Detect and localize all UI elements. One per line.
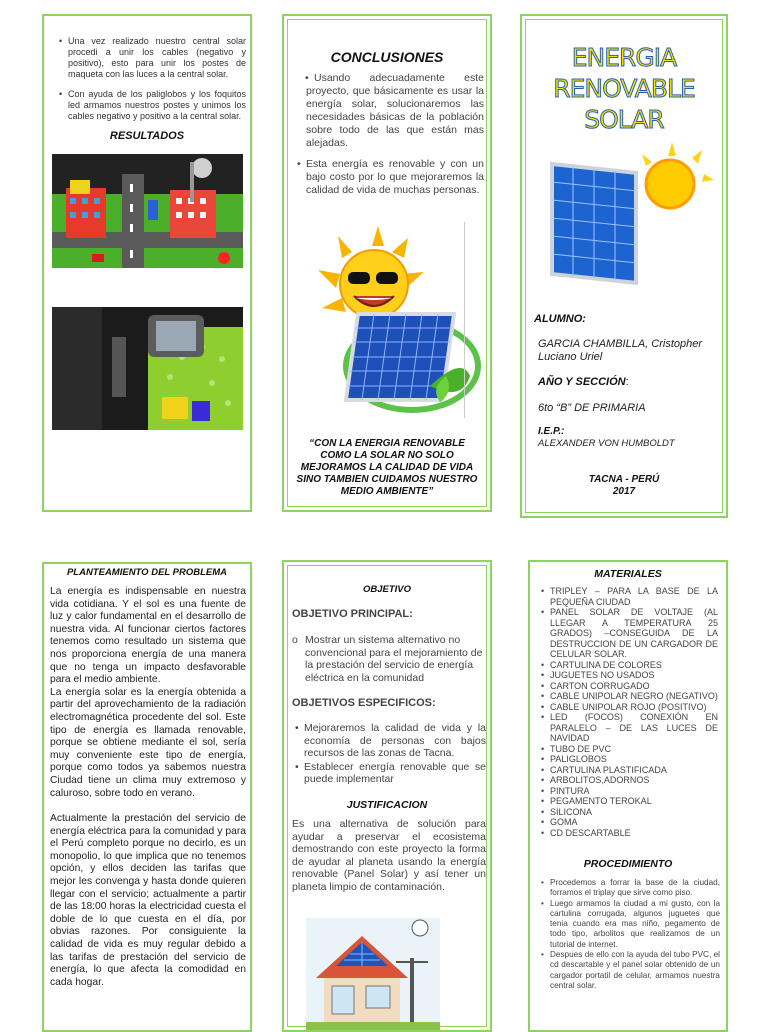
list-item: • ARBOLITOS,ADORNOS	[550, 775, 718, 786]
justificacion-text: Es una alternativa de solución para ayudar a preservar el ecosistema demostrando con este proyecto la forma de ayudar al planeta usando la energía renovable (Panel Solar) y así tener un planeta limpio de contaminación.	[292, 818, 486, 893]
cover-title	[522, 42, 726, 135]
procedimiento-heading: PROCEDIMIENTO	[583, 858, 673, 870]
list-item: • CABLE UNIPOLAR ROJO (POSITIVO)	[550, 702, 718, 713]
list-item: • JUGUETES NO USADOS	[550, 670, 718, 681]
iep-value: ALEXANDER VON HUMBOLDT	[538, 438, 675, 449]
seccion-colon: :	[625, 376, 629, 388]
list-item: • Esta energía es renovable y con un bajo costo por lo que mejoraremos la calidad de vida de muchas personas.	[306, 158, 484, 197]
list-item: • PEGAMENTO TEROKAL	[550, 796, 718, 807]
list-item: • GOMA	[550, 817, 718, 828]
list-item: • PINTURA	[550, 786, 718, 797]
list-item: • Una vez realizado nuestro central solar procedi a unir los cables (negativo y positivo), esto para unir los postes de maqueta con las luces a la central solar.	[68, 36, 246, 80]
objetivo-heading: OBJETIVO	[362, 584, 412, 595]
place-line: TACNA - PERÚ	[588, 474, 660, 485]
list-item: • CABLE UNIPOLAR NEGRO (NEGATIVO)	[550, 691, 718, 702]
seccion-label-text: AÑO Y SECCIÓN	[538, 376, 626, 388]
seccion-value: 6to “B” DE PRIMARIA	[538, 402, 646, 414]
list-item: • CARTULINA PLASTIFICADA	[550, 765, 718, 776]
list-item: • LED (FOCOS) CONEXIÓN EN PARALELO – DE LAS LUCES DE NAVIDAD	[550, 712, 718, 744]
materiales-heading: MATERIALES	[594, 568, 662, 580]
list-item: • PALIGLOBOS	[550, 754, 718, 765]
objetivo-principal	[292, 634, 486, 684]
list-item: • Usando adecuadamente este proyecto, que básicamente es usar la energía solar, solucionaremos las necesidades básicas de la población sobre todo de las que están mas alejadas.	[306, 72, 484, 150]
list-item: • CD DESCARTABLE	[550, 828, 718, 839]
list-item: • Mejoraremos la calidad de vida y la economía de personas con bajos recursos de las zonas de Tacna.	[304, 722, 486, 760]
materiales-list	[550, 586, 718, 838]
iep-label: I.E.P.:	[538, 426, 565, 437]
list-item: • CARTULINA DE COLORES	[550, 660, 718, 671]
list-item: • Luego armamos la ciudad a mi gusto, con la cartulina corrugada, algunos juguetes que tenia cuando era mas niño, pegamento de todo tipo, arbolitos que realizamos de un tutorial de internet.	[550, 899, 720, 950]
problem-paragraph-2: La energía solar es la energía obtenida a partir del aprovechamiento de la radiación electromagnética procedente del sol. Este tipo de energía es llamada renovable, porque se obtiene mediante el sol, sería muy conveniente este tipo de energía, porque como todos ya sabemos nuestra Ciudad tiene un clima muy extremoso y caluroso, sobre todo en verano.	[50, 686, 246, 799]
solar-house-illustration	[306, 918, 440, 1030]
cover-title-line2: SOLAR	[584, 105, 664, 134]
list-item: • Establecer energía renovable que se puede implementar	[304, 761, 486, 786]
panel-objectives	[282, 560, 492, 1032]
procedimiento-list	[550, 878, 720, 991]
objetivo-principal-text: Mostrar un sistema alternativo no convencional para el mejoramiento de la prestación del servicio de energía eléctrica en la comunidad	[305, 634, 483, 684]
list-item: • CARTON CORRUGADO	[550, 681, 718, 692]
objetivo-principal-heading: OBJETIVO PRINCIPAL:	[292, 608, 413, 620]
panel-cover	[520, 14, 728, 518]
resultados-heading: RESULTADOS	[109, 130, 185, 142]
panel-problem	[42, 562, 252, 1032]
list-item: • Procedemos a forrar la base de la ciudad, forramos el triplay que sirve como piso.	[550, 878, 720, 899]
problem-paragraph-1: La energía es indispensable en nuestra vida cotidiana. Y el sol es una fuente de luz y calor fundamental en el desarrollo de nuestra vida. Al funcionar ciertos factores tenemos como resultado un sistema que nos proporciona energía de una manera que no tenga un impacto desfavorable para el medio ambiente.	[50, 586, 246, 686]
list-item: • Despues de ello con la ayuda del tubo PVC, el cd descartable y el panel solar obtenido de un cargador portatil de celular, armamos nuestra central solar.	[550, 950, 720, 991]
alumno-name: GARCIA CHAMBILLA, Cristopher Luciano Uriel	[538, 338, 703, 363]
list-item: • Con ayuda de los paliglobos y los foquitos led armamos nuestros postes y unimos los cables negativo y positivo a la central solar.	[68, 89, 246, 122]
panel-results	[42, 14, 252, 512]
sun-panel-cartoon	[312, 226, 482, 416]
list-item: • TUBO DE PVC	[550, 744, 718, 755]
list-item: • PANEL SOLAR DE VOLTAJE (AL LLEGAR A TEMPERATURA 25 GRADOS) –CONSEGUIDA DE LA DESTRUCCION DE UN CARGADOR DE CELULAR SOLAR.	[550, 607, 718, 660]
list-item: • SILICONA	[550, 807, 718, 818]
problem-paragraph-3: Actualmente la prestación del servicio de energía eléctrica para la comunidad y para el Perú completo porque no decirlo, es un monopolio, lo que implica que no tenemos opción, y ellos deciden las tarifas que mejor les convenga y hasta donde quieren llegar con el servicio; actualmente a partir de las 18:00 horas la electricidad cuesta el doble de lo que cuesta en el día, por obvias razones. Por consiguiente la calidad de vida es muy regular debido a las tarifas de prestación del servicio de energía, lo que afecta la comodidad en cada hogar.	[50, 813, 246, 988]
year-line: 2017	[612, 486, 636, 497]
solar-central-photo	[52, 307, 243, 430]
panel-materials	[528, 560, 728, 1032]
solar-panel-illustration	[542, 142, 722, 292]
problem-text	[50, 586, 246, 989]
conclusions-bullets	[306, 72, 484, 197]
principal-marker: o	[292, 634, 298, 646]
watermark-strip	[464, 222, 471, 418]
objetivos-especificos-heading: OBJETIVOS ESPECIFICOS:	[292, 697, 436, 709]
closing-quote: “CON LA ENERGIA RENOVABLE COMO LA SOLAR NO SOLO MEJORAMOS LA CALIDAD DE VIDA SINO TAMBIEN CUIDAMOS NUESTRO MEDIO AMBIENTE”	[296, 438, 478, 497]
intro-bullets	[68, 36, 246, 122]
cover-title-line1: ENERGIA RENOVABLE	[553, 43, 695, 103]
city-model-photo	[52, 154, 243, 268]
list-item: • TRIPLEY – PARA LA BASE DE LA PEQUEÑA CIUDAD	[550, 586, 718, 607]
conclusiones-heading: CONCLUSIONES	[330, 49, 444, 65]
objetivos-especificos-list	[304, 722, 486, 786]
problem-heading: PLANTEAMIENTO DEL PROBLEMA	[66, 567, 228, 578]
justificacion-heading: JUSTIFICACION	[346, 799, 428, 811]
alumno-label: ALUMNO:	[534, 313, 586, 325]
seccion-label	[538, 376, 629, 388]
panel-conclusions	[282, 14, 492, 512]
